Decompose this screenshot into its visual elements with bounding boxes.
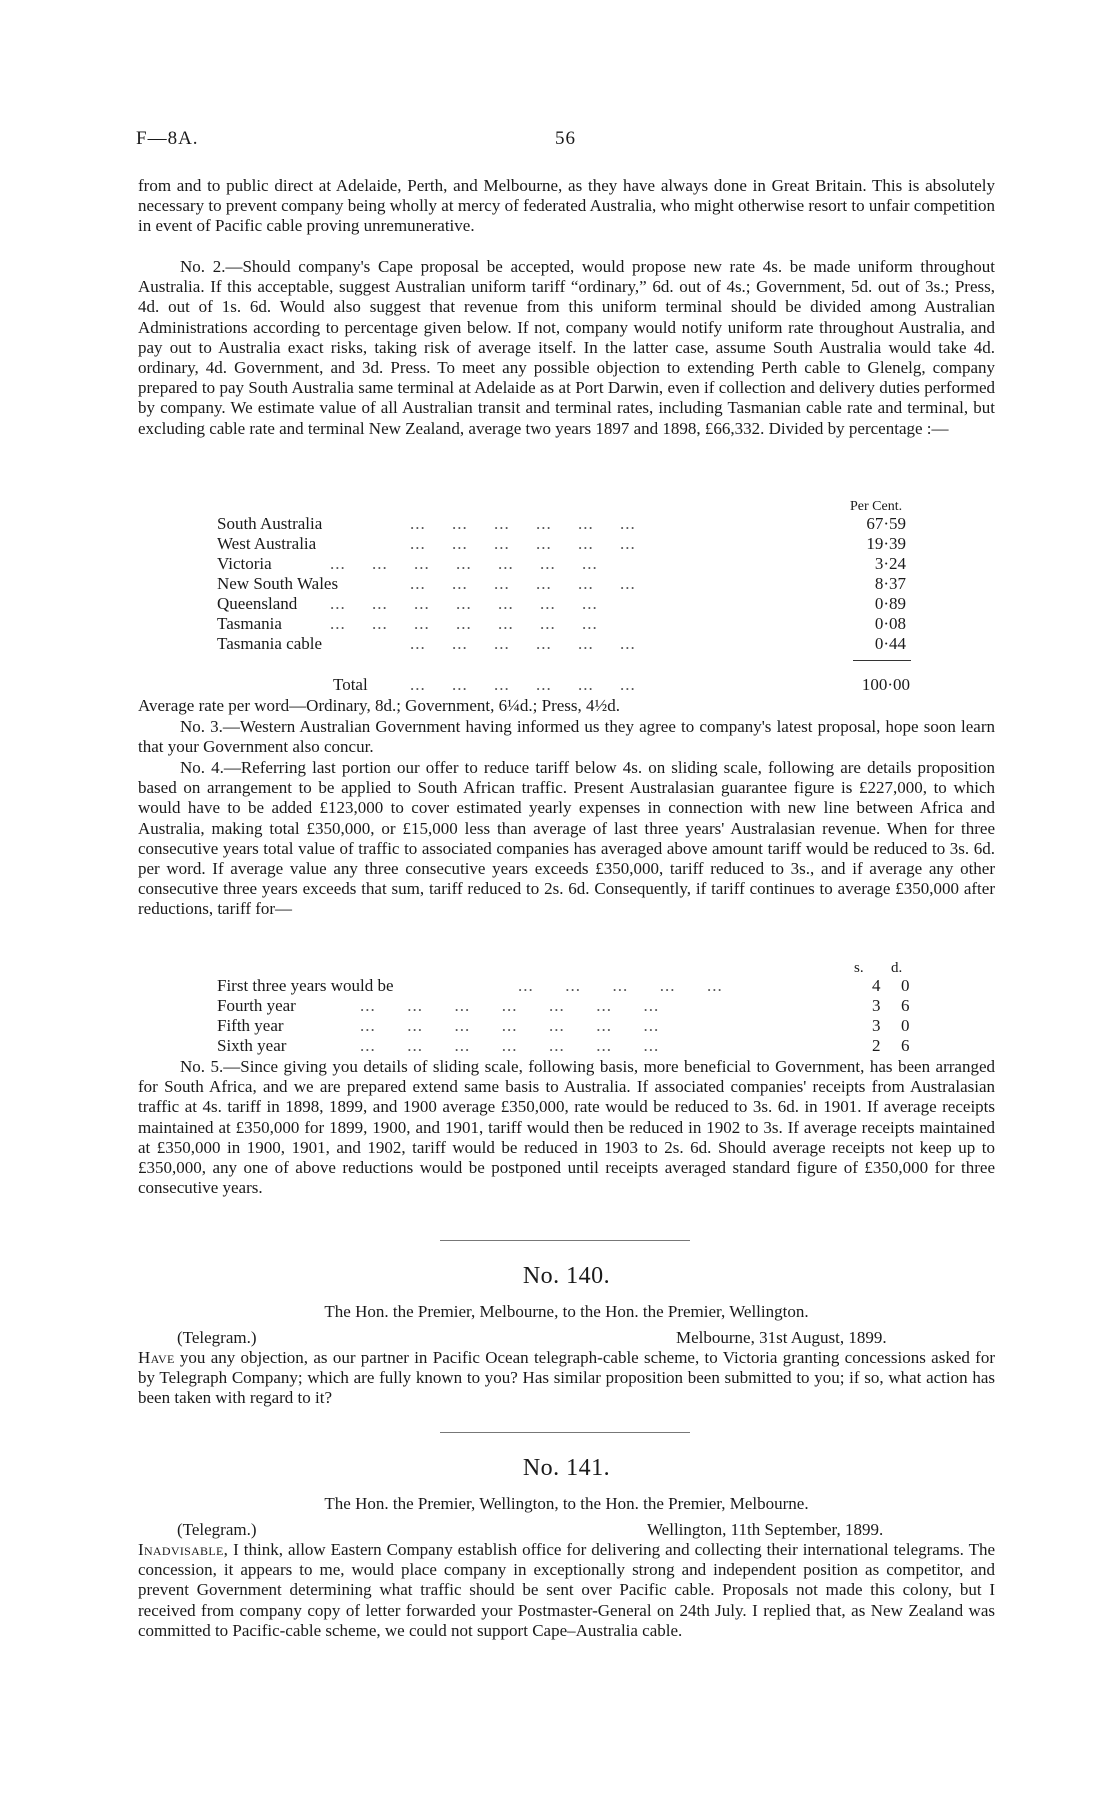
section-divider	[440, 1240, 690, 1241]
total-rule	[853, 660, 911, 661]
table-row-label: West Australia	[217, 534, 317, 553]
page-number: 56	[555, 128, 576, 149]
document-140-body-text: you any objection, as our partner in Pacific Ocean telegraph-cable scheme, to Victoria granting concessions asked for by Telegraph Company; which are fully known to you? Has similar proposition been submitted to you; if so, what action has been taken with regard to it?	[138, 1348, 996, 1408]
document-140-lead-word: Have	[138, 1348, 175, 1367]
tariff-row-s: 2	[872, 1036, 881, 1055]
document-140-type: (Telegram.)	[177, 1328, 257, 1347]
document-141-place-date: Wellington, 11th September, 1899.	[647, 1520, 884, 1539]
tariff-row-d: 0	[901, 1016, 910, 1035]
document-141-lead-word: Inadvisable,	[138, 1540, 229, 1559]
table-row-label: Victoria	[217, 554, 272, 573]
document-140-place-date: Melbourne, 31st August, 1899.	[676, 1328, 887, 1347]
paragraph-no-4: No. 4.—Referring last portion our offer to reduce tariff below 4s. on sliding scale, following are details proposition based on arrangement to be applied to South African traffic. Present Australasian guarantee figure is £227,000, to which would have to be added £123,000 to cover estimated yearly expenses in connection with new line between Africa and Australia, making total £350,000, or £15,000 less than average of last three years' Australasian revenue. When for three consecutive years total value of traffic to associated companies has averaged above amount tariff would be reduced to 3s. 6d. per word. If average value any three consecutive years exceeds £350,000, tariff reduced to 3s., and if average any other consecutive three years exceeds that sum, tariff reduced to 2s. 6d. Consequently, if tariff continues to average £350,000 after reductions, tariff for—	[138, 758, 995, 919]
tariff-row-s: 4	[872, 976, 881, 995]
tariff-row-d: 6	[901, 996, 910, 1015]
table-row-label: New South Wales	[217, 574, 339, 593]
document-140-from-to-text: The Hon. the Premier, Melbourne, to the Hon. the Premier, Wellington.	[324, 1302, 809, 1321]
document-141-from-to-text: The Hon. the Premier, Wellington, to the Hon. the Premier, Melbourne.	[324, 1494, 809, 1513]
table-row-value: 3·24	[874, 554, 906, 573]
header-reference: F—8A.	[136, 128, 199, 149]
document-page: F—8A. 56 from and to public direct at Adelaide, Perth, and Melbourne, as they have always done in Great Britain. This is absolutely necessary to prevent company being wholly at mercy of federated Australia, who might otherwise resort to unfair competition in event of Pacific cable proving unremunerative. No. 2.—Should company's Cape proposal be accepted, would propose new rate 4s. be made uniform throughout Australia. If this acceptable, suggest Australian uniform tariff “ordinary,” 6d. out of 4s.; Government, 5d. out of 3s.; Press, 4d. out of 1s. 6d. Would also suggest that revenue from this uniform terminal should be divided among Australian Administrations according to percentage given below. If not, company would notify uniform rate throughout Australia, and pay out to Australia exact risks, taking risk of average itself. In the latter case, assume South Australia would take 4d. ordinary, 4d. Government, and 3d. Press. To meet any possible objection to extending Perth cable to Glenelg, company prepared to pay South Australia same terminal at Adelaide as at Port Darwin, even if collection and delivery duties performed by company. We estimate value of all Australian transit and terminal rates, including Tasmanian cable rate and terminal, but excluding cable rate and terminal New Zealand, average two years 1897 and 1898, £66,332. Divided by percentage :— Per Cent. South Australia ... ... ... ... ... ... 67·59 West Australia ... ... ... ... ... ... 19·39 Victoria ... ... ... ... ... ... ... 3·24 New South Wales ... ... ... ... ... ... 8·37 Queensland ... ... ... ... ... ... ... 0·89 Tasmania ... ... ... ... ... ... ... 0·08 Tasmania cable ... ... ... ... ... ... 0·44 Total ... ... ... ... ... ... 100·00 Average rate per word—Ordinary, 8d.; Government, 6¼d.; Press, 4½d. No. 3.—Western Australian Government having informed us they agree to company's latest proposal, hope soon learn that your Government also concur. No. 4.—Referring last portion our offer to reduce tariff below 4s. on sliding scale, following are details proposition based on arrangement to be applied to South African traffic. Present Australasian guarantee figure is £227,000, to which would have to be added £123,000 to cover estimated yearly expenses in connection with new line between Africa and Australia, making total £350,000, or £15,000 less than average of last three years' Australasian revenue. When for three consecutive years total value of traffic to associated companies has averaged above amount tariff would be reduced to 3s. 6d. per word. If average value any three consecutive years exceeds £350,000, tariff reduced to 3s., and if average any other consecutive three years exceeds that sum, tariff reduced to 2s. 6d. Consequently, if tariff continues to average £350,000 after reductions, tariff for— s. d. First three years would be ... ... ... ... ... 4 0 Fourth year ... ... ... ... ... ... ... 3 6 Fifth year ... ... ... ... ... ... ... 3 0 Sixth year ... ... ... ... ... ... ... 2 6 No. 5.—Since giving you details of sliding scale, following basis, more beneficial to Government, has been arranged for South Africa, and we are prepared extend same basis to Australia. If associated companies' receipts from Australasian traffic at 4s. tariff in 1898, 1899, and 1900 average £350,000, rate would be reduced to 3s. 6d. in 1901. If average receipts maintained at £350,000 for 1899, 1900, and 1901, tariff would then be reduced in 1902 to 3s. If average receipts maintained at £350,000 in 1900, 1901, and 1902, tariff would be reduced in 1903 to 2s. 6d. Should average receipts not keep up to £350,000, any one of above reductions would be postponed until receipts averaged standard figure of £350,000 for three consecutive years. No. 140. The Hon. the Premier, Melbourne, to the Hon. the Premier, Wellington. (Telegram.) Melbourne, 31st August, 1899. Have you any objection, as our partner in Pacific Ocean telegraph-cable scheme, to Victoria granting concessions asked for by Telegraph Company; which are fully known to you? Has similar proposition been submitted to you; if so, what action has been taken with regard to it? No. 141. The Hon. the Premier, Wellington, to the Hon. the Premier, Melbourne. (Telegram.) Wellington, 11th September, 1899. Inadvisable, I think, allow Eastern Company establish office for delivering and collecting their international telegrams. The concession, it appears to me, would place company in exceptionally strong and independent position as competitor, and prevent Government determining what traffic should be sent over Pacific cable. Proposals not made this colony, but I received from company copy of letter forwarded your Postmaster-General on 24th July. I replied that, as New Zealand was committed to Pacific-cable scheme, we could not support Cape–Australia cable.	[136, 128, 996, 1640]
table-row-label: Tasmania cable	[217, 634, 323, 653]
paragraph-no-2: No. 2.—Should company's Cape proposal be accepted, would propose new rate 4s. be made uniform throughout Australia. If this acceptable, suggest Australian uniform tariff “ordinary,” 6d. out of 4s.; Government, 5d. out of 3s.; Press, 4d. out of 1s. 6d. Would also suggest that revenue from this uniform terminal should be divided among Australian Administrations according to percentage given below. If not, company would notify uniform rate throughout Australia, and pay out to Australia exact risks, taking risk of average itself. In the latter case, assume South Australia would take 4d. ordinary, 4d. Government, and 3d. Press. To meet any possible objection to extending Perth cable to Glenelg, company prepared to pay South Australia same terminal at Adelaide as at Port Darwin, even if collection and delivery duties performed by company. We estimate value of all Australian transit and terminal rates, including Tasmanian cable rate and terminal, but excluding cable rate and terminal New Zealand, average two years 1897 and 1898, £66,332. Divided by percentage :—	[138, 257, 995, 438]
tariff-row-label: Fifth year	[217, 1016, 284, 1035]
table-row-value: 8·37	[874, 574, 906, 593]
table-row-value: 0·08	[874, 614, 906, 633]
paragraph-no-5: No. 5.—Since giving you details of sliding scale, following basis, more beneficial to Government, has been arranged for South Africa, and we are prepared extend same basis to Australia. If associated companies' receipts from Australasian traffic at 4s. tariff in 1898, 1899, and 1900 average £350,000, rate would be reduced to 3s. 6d. in 1901. If average receipts maintained at £350,000 for 1899, 1900, and 1901, tariff would then be reduced in 1902 to 3s. If average receipts maintained at £350,000 in 1900, 1901, and 1902, tariff would be reduced in 1903 to 2s. 6d. Should average receipts not keep up to £350,000, any one of above reductions would be postponed until receipts averaged standard figure of £350,000 for three consecutive years.	[138, 1057, 995, 1198]
paragraph-no-3: No. 3.—Western Australian Government having informed us they agree to company's latest proposal, hope soon learn that your Government also concur.	[138, 717, 995, 757]
shillings-header: s.	[854, 960, 864, 976]
table-row-value: 0·44	[874, 634, 906, 653]
tariff-row-s: 3	[872, 996, 881, 1015]
total-value: 100·00	[861, 675, 910, 694]
paragraph-continued: from and to public direct at Adelaide, Perth, and Melbourne, as they have always done in Great Britain. This is absolutely necessary to prevent company being wholly at mercy of federated Australia, who might otherwise resort to unfair competition in event of Pacific cable proving unremunerative.	[138, 176, 995, 236]
total-label: Total	[333, 675, 368, 694]
document-140-from-to	[138, 1302, 995, 1322]
tariff-row-label: Sixth year	[217, 1036, 287, 1055]
table-row-value: 19·39	[866, 534, 906, 553]
document-140-title: No. 140.	[522, 1263, 611, 1289]
average-rate-line: Average rate per word—Ordinary, 8d.; Government, 6¼d.; Press, 4½d.	[138, 696, 621, 715]
pence-header: d.	[891, 960, 903, 976]
document-141-type: (Telegram.)	[177, 1520, 257, 1539]
tariff-row-d: 6	[901, 1036, 910, 1055]
table-row-value: 0·89	[874, 594, 906, 613]
tariff-row-label: Fourth year	[217, 996, 296, 1015]
per-cent-header: Per Cent.	[850, 499, 903, 514]
tariff-row-label: First three years would be	[217, 976, 394, 995]
section-divider	[440, 1432, 690, 1433]
table-row-label: Queensland	[217, 594, 298, 613]
tariff-row-s: 3	[872, 1016, 881, 1035]
document-141-title: No. 141.	[522, 1455, 611, 1481]
table-row-label: South Australia	[217, 514, 323, 533]
tariff-row-d: 0	[901, 976, 910, 995]
table-row-value: 67·59	[866, 514, 906, 533]
table-row-label: Tasmania	[217, 614, 282, 633]
document-141-body	[138, 1540, 995, 1641]
document-141-body-text: I think, allow Eastern Company establish office for delivering and collecting their international telegrams. The concession, it appears to me, would place company in exceptionally strong and independent position as competitor, and prevent Government determining what traffic should be sent over Pacific cable. Proposals not made this colony, but I received from company copy of letter forwarded your Postmaster-General on 24th July. I replied that, as New Zealand was committed to Pacific-cable scheme, we could not support Cape–Australia cable.	[138, 1540, 995, 1640]
document-140-body	[138, 1348, 995, 1409]
document-141-from-to	[138, 1494, 995, 1514]
